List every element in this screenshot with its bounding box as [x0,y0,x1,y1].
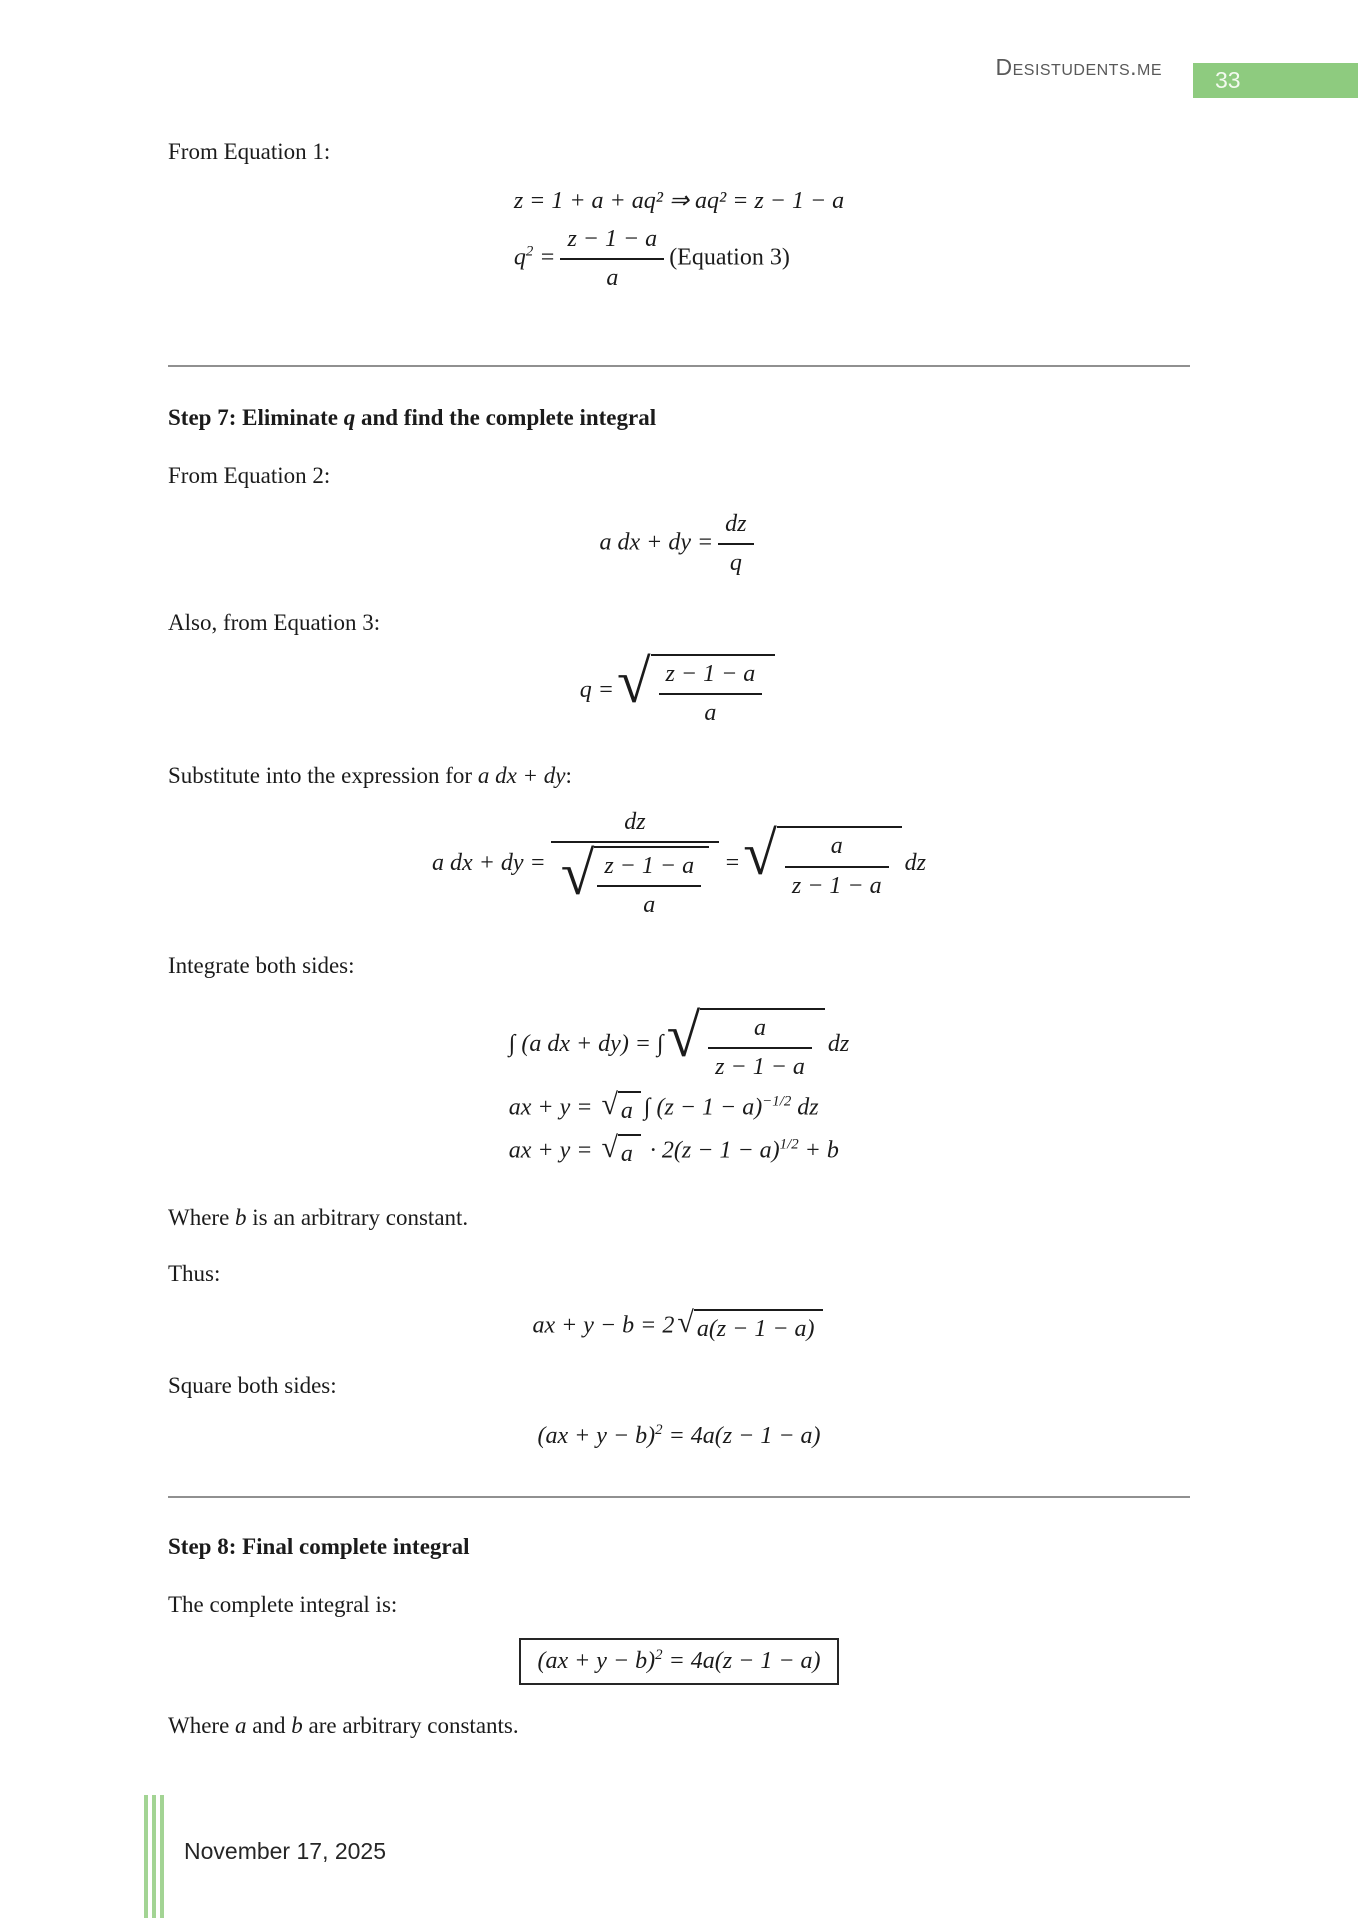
equation-q-sqrt-radicand [651,654,776,729]
equation-substituted-inner-numerator: z − 1 − a [604,852,695,879]
equation-q-sqrt [168,654,1190,729]
paragraph-where-b [168,1203,1190,1233]
paragraph-substitute-math: a dx + dy [477,762,566,788]
final-equation-wrapper [168,1638,1190,1685]
site-name: Desistudents.me [995,54,1162,80]
paragraph-complete-integral: The complete integral is: [168,1591,398,1617]
equation-adx-dy-denominator: q [718,543,753,579]
document-content [168,137,1190,1741]
paragraph-from-equation-2: From Equation 2: [168,463,331,489]
integration-line-1 [509,1008,850,1083]
integration-line-3-mid: · 2(z − 1 − a) [643,1137,780,1164]
equation-substituted-inner-radical [561,846,709,921]
paragraph-where-b-pre: Where [168,1204,236,1230]
equation-q-sqrt-lhs: q = [579,676,614,703]
equation-substituted-right-fraction [785,831,889,901]
final-equation-box [519,1638,838,1685]
integration-line-2-mid: ∫ (z − 1 − a) [643,1094,763,1121]
green-line-icon [160,1795,164,1918]
integration-line-1-radicand [700,1008,825,1083]
paragraph-where-ab-variable-b: b [291,1712,303,1738]
integration-line-3-radical [601,1134,640,1170]
equation-adx-dy-numerator: dz [725,511,747,538]
paragraph-where-ab [168,1711,1190,1741]
paragraph-also-equation-3: Also, from Equation 3: [168,609,381,635]
paragraph-substitute [168,761,1190,791]
radical-sign-icon [677,1309,693,1338]
paragraph-where-b-post: is an arbitrary constant. [246,1204,469,1230]
equation-adx-dy-fraction [718,509,753,579]
step7-heading-post: and find the complete integral [355,405,657,431]
step7-heading [168,403,1190,433]
equation-adx-dy-lhs: a dx + dy = [599,529,714,556]
equation-adx-dy [168,509,1190,579]
equation-3-equals: = [539,244,556,271]
page-number-badge: 33 [1193,63,1358,98]
green-line-icon [144,1795,148,1918]
integration-line-3-exponent: 1/2 [779,1136,799,1153]
final-equation-post: = 4a(z − 1 − a) [662,1647,821,1674]
equation-axyb-pre: ax + y − b = 2 [532,1312,675,1339]
paragraph-where-b-variable: b [235,1204,247,1230]
radical-sign-icon [743,826,777,882]
paragraph-thus: Thus: [168,1260,221,1286]
equation-squared-post: = 4a(z − 1 − a) [662,1422,821,1449]
integration-line-3-pre: ax + y = [508,1137,599,1164]
paragraph-where-ab-post: are arbitrary constants. [302,1712,519,1738]
integration-line-2-pre: ax + y = [508,1094,599,1121]
final-equation-base: (ax + y − b) [537,1647,656,1674]
integration-line-1-pre: ∫ (a dx + dy) = ∫ [508,1031,664,1058]
integration-line-1-fraction [708,1013,812,1083]
integration-line-1-denominator: z − 1 − a [708,1047,812,1083]
paragraph-where-ab-pre: Where [168,1712,236,1738]
equation-squared [168,1421,1190,1452]
section-divider-2 [168,1496,1190,1498]
equation-substituted-tail: dz [904,849,926,876]
equation-3-lhs: q [513,244,526,271]
section-divider-1 [168,365,1190,367]
integration-line-3-post: + b [798,1137,839,1164]
integration-line-1-numerator: a [754,1015,767,1042]
step8-heading: Step 8: Final complete integral [168,1534,470,1560]
paragraph-substitute-post: : [565,762,572,788]
equation-squared-exponent: 2 [655,1421,663,1438]
equation-q-sqrt-denominator: a [659,693,763,729]
integration-line-2-exponent: −1/2 [762,1093,792,1110]
radical-sign-icon [601,1091,617,1120]
step7-heading-variable: q [343,405,356,431]
equation-axyb-radicand: a(z − 1 − a) [694,1309,823,1345]
equation-substituted-inner-fraction [597,851,701,921]
equation-substituted-right-radical [743,826,901,901]
final-equation-exponent: 2 [655,1646,663,1663]
paragraph-where-ab-mid: and [246,1712,292,1738]
integration-line-1-radical [667,1008,825,1083]
equation-q-sqrt-fraction [659,659,763,729]
radical-sign-icon [601,1134,617,1163]
integration-line-3 [509,1134,850,1170]
equation-substituted-main-fraction [551,807,719,922]
equation-3-label: (Equation 3) [669,244,790,271]
equation-q-sqrt-numerator: z − 1 − a [665,660,756,687]
equation-substituted-inner-radicand [594,846,709,921]
integration-line-2-post: dz [791,1094,819,1121]
equation-substituted-equals-2: = [724,849,741,876]
equation-group-1 [168,179,1190,302]
integration-line-2-radical [601,1091,640,1127]
paragraph-where-ab-variable-a: a [235,1712,247,1738]
step7-heading-pre: Step 7: Eliminate [168,405,344,431]
radical-sign-icon [561,846,595,902]
green-line-icon [152,1795,156,1918]
equation-substituted-main-denominator [551,841,719,921]
footer-decoration-lines [144,1795,164,1918]
paragraph-substitute-pre: Substitute into the expression for [168,762,478,788]
equation-substituted [168,807,1190,922]
radical-sign-icon [667,1008,701,1064]
equation-axyb [168,1309,1190,1345]
integration-block [168,1001,1190,1177]
equation-3-numerator: z − 1 − a [567,226,658,253]
equation-axyb-radical [677,1309,822,1345]
equation-z-transform: z = 1 + a + aq² ⇒ aq² = z − 1 − a [513,187,845,214]
equation-substituted-right-radicand [777,826,902,901]
paragraph-integrate: Integrate both sides: [168,953,355,979]
equation-substituted-inner-denominator: a [597,885,701,921]
paragraph-square: Square both sides: [168,1372,337,1398]
equation-3-denominator: a [560,258,664,294]
integration-line-3-radicand: a [618,1134,641,1170]
equation-3 [514,224,844,294]
equation-q-sqrt-radical [617,654,775,729]
equation-substituted-main-numerator: dz [624,808,646,835]
integration-line-2 [509,1091,850,1127]
radical-sign-icon [617,654,651,710]
paragraph-from-equation-1: From Equation 1: [168,139,331,164]
equation-squared-base: (ax + y − b) [537,1422,656,1449]
equation-substituted-right-numerator: a [830,833,843,860]
equation-3-exponent: 2 [525,243,534,260]
equation-substituted-right-denominator: z − 1 − a [785,866,889,902]
equation-3-fraction [560,224,664,294]
integration-line-2-radicand: a [618,1091,641,1127]
footer-date: November 17, 2025 [184,1838,387,1864]
integration-line-1-tail: dz [827,1031,850,1058]
equation-substituted-lhs: a dx + dy = [432,849,546,876]
